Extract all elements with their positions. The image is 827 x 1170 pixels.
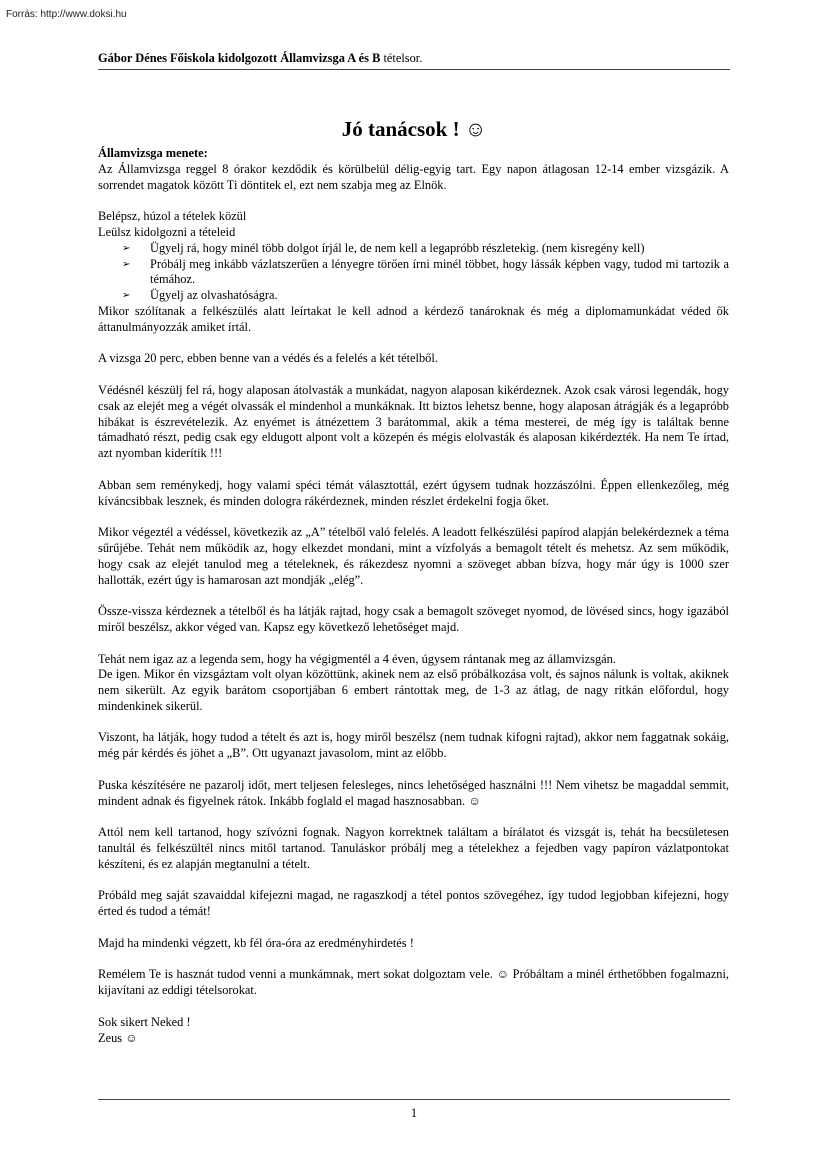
paragraph-vedes: Védésnél készülj fel rá, hogy alaposan átolvasták a munkádat, nagyon alaposan kikérdeznek. Azok csak városi legendák, hogy csak az elejét meg a végét olvassák el mindenhol a munkáknak. Itt biztos lehetsz benne, hogy alaposan átrágják és a legapróbb hibákat is észrevételezik. Az enyémet is átnézettem 3 barátommal, akik a téma mesterei, de még így is találtak benne támadható részt, pedig csak egy eldugott alpont volt a közepén és mégis elolvasták és alaposan kikérdezték. Ha nem Te írtad, azt nyomban kiderítik !!!	[98, 382, 729, 461]
footer-divider	[98, 1099, 730, 1100]
paragraph-tartanod: Attól nem kell tartanod, hogy szívózni fognak. Nagyon korrektnek találtam a bírálatot és vizsgát is, tehát ha becsületesen tanultál és felkészültél nincs mitől tartanod. Tanuláskor próbálj meg a tételekhez a fejedben vagy papíron vázlatpontokat készíteni, és ez alapján megtanulni a tételt.	[98, 825, 729, 871]
intro-paragraph: Az Államvizsga reggel 8 órakor kezdődik és körülbelül délig-egyig tart. Egy napon átlagosan 12-14 ember vizsgázik. A sorrendet magatok között Ti döntitek el, ezt nem szabja meg az Elnök.	[98, 161, 729, 192]
header-normal-text: tételsor.	[380, 51, 423, 65]
paragraph-vizsga: A vizsga 20 perc, ebben benne van a védés és a felelés a két tételből.	[98, 351, 438, 366]
paragraph-viszont: Viszont, ha látják, hogy tudod a tételt és azt is, hogy miről beszélsz (nem tudnak kifogni rajtad), akkor nem faggatnak sokáig, még pár kérdés és jöhet a „B”. Ott ugyanazt javasolom, mint az előbb.	[98, 730, 729, 761]
section-heading: Államvizsga menete:	[98, 146, 208, 160]
page-title: Jó tanácsok ! ☺	[341, 117, 487, 141]
list-item	[122, 288, 729, 304]
source-label: Forrás: http://www.doksi.hu	[6, 9, 127, 20]
paragraph-puska: Puska készítésére ne pazarolj időt, mert teljesen felesleges, nincs lehetőséged használni !!! Nem vihetsz be magaddal semmit, mindent adnak és figyelnek rátok. Inkább foglald el magad hasznosabban. ☺	[98, 777, 729, 808]
header-divider	[98, 69, 730, 70]
paragraph-legenda-2: De igen. Mikor én vizsgáztam volt olyan közöttünk, akinek nem az első próbálkozása volt, és sajnos nálunk is voltak, akiknek nem sikerült. Az egyik barátom csoportjában 6 embert rántottak meg, de 1-3 az átlag, de nagy ritkán előfordul, hogy mindenkinek sikerül.	[98, 667, 729, 713]
paragraph-feleles: Mikor végeztél a védéssel, következik az „A” tételből való felelés. A leadott felkészülési papírod alapján belekérdeznek a téma sűrűjébe. Tehát nem működik az, hogy elkezdet mondani, mint a vízfolyás a bemagolt tételt és mehetsz. Az sem működik, hogy csak az elejét tanulod meg a tételeknek, és rákezdesz nyomni a szöveget abban bízva, hogy már úgy is 1000 szer hallották, ezért úgy is hamarosan azt mondják „elég”.	[98, 525, 729, 587]
paragraph-majd: Majd ha mindenki végzett, kb fél óra-óra az eredményhirdetés !	[98, 935, 414, 950]
paragraph-legenda-1: Tehát nem igaz az a legenda sem, hogy ha végigmentél a 4 éven, úgysem rántanak meg az államvizsgán.	[98, 651, 616, 666]
arrow-bullet-icon: ➢	[122, 290, 131, 302]
page-header	[98, 51, 730, 66]
closing-signature: Zeus ☺	[98, 1030, 138, 1045]
steps-after-paragraph: Mikor szólítanak a felkészülés alatt leírtakat le kell adnod a kérdező tanároknak és még a diplomamunkádat véded ők áttanulmányozzák amiket írtál.	[98, 303, 729, 334]
step-line-1: Belépsz, húzol a tételek közül	[98, 209, 247, 224]
arrow-bullet-icon: ➢	[122, 258, 131, 270]
bullet-text: Ügyelj az olvashatóságra.	[150, 288, 278, 303]
bullet-text: Ügyelj rá, hogy minél több dolgot írjál le, de nem kell a legapróbb részletekig. (nem kisregény kell)	[150, 240, 645, 255]
document-body	[98, 146, 729, 1046]
header-bold-text: Gábor Dénes Főiskola kidolgozott Államvizsga A és B	[98, 51, 381, 65]
page-number: 1	[410, 1106, 418, 1120]
closing-line-1: Sok sikert Neked !	[98, 1014, 191, 1029]
paragraph-remenykedj: Abban sem reménykedj, hogy valami spéci témát választottál, ezért úgysem tudnak hozzászólni. Éppen ellenkezőleg, még kíváncsibbak lesznek, és minden dologra rákérdeznek, minden részlet érdekelni fogja őket.	[98, 477, 729, 508]
step-line-2: Leülsz kidolgozni a tételeid	[98, 224, 236, 239]
arrow-bullet-icon: ➢	[122, 242, 131, 254]
paragraph-probald: Próbáld meg saját szavaiddal kifejezni magad, ne ragaszkodj a tétel pontos szövegéhez, így tudod legjobban kifejezni, hogy érted és tudod a témát!	[98, 888, 729, 919]
paragraph-osszevissza: Össze-vissza kérdeznek a tételből és ha látják rajtad, hogy csak a bemagolt szöveget nyomod, de lövésed sincs, hogy igazából miről beszélsz, akkor véged van. Kapsz egy következő lehetőséget majd.	[98, 604, 729, 634]
list-item	[122, 240, 729, 257]
paragraph-remelem: Remélem Te is hasznát tudod venni a munkámnak, mert sokat dolgoztam vele. ☺ Próbáltam a minél érthetőbben fogalmazni, kijavítani az eddigi tételsorokat.	[98, 967, 729, 998]
list-item	[122, 256, 729, 289]
bullet-text: Próbálj meg inkább vázlatszerűen a lényegre törően írni minél többet, hogy lássák képben vagy, tudod mi tartozik a témához.	[150, 256, 729, 287]
bullet-list	[98, 241, 729, 304]
